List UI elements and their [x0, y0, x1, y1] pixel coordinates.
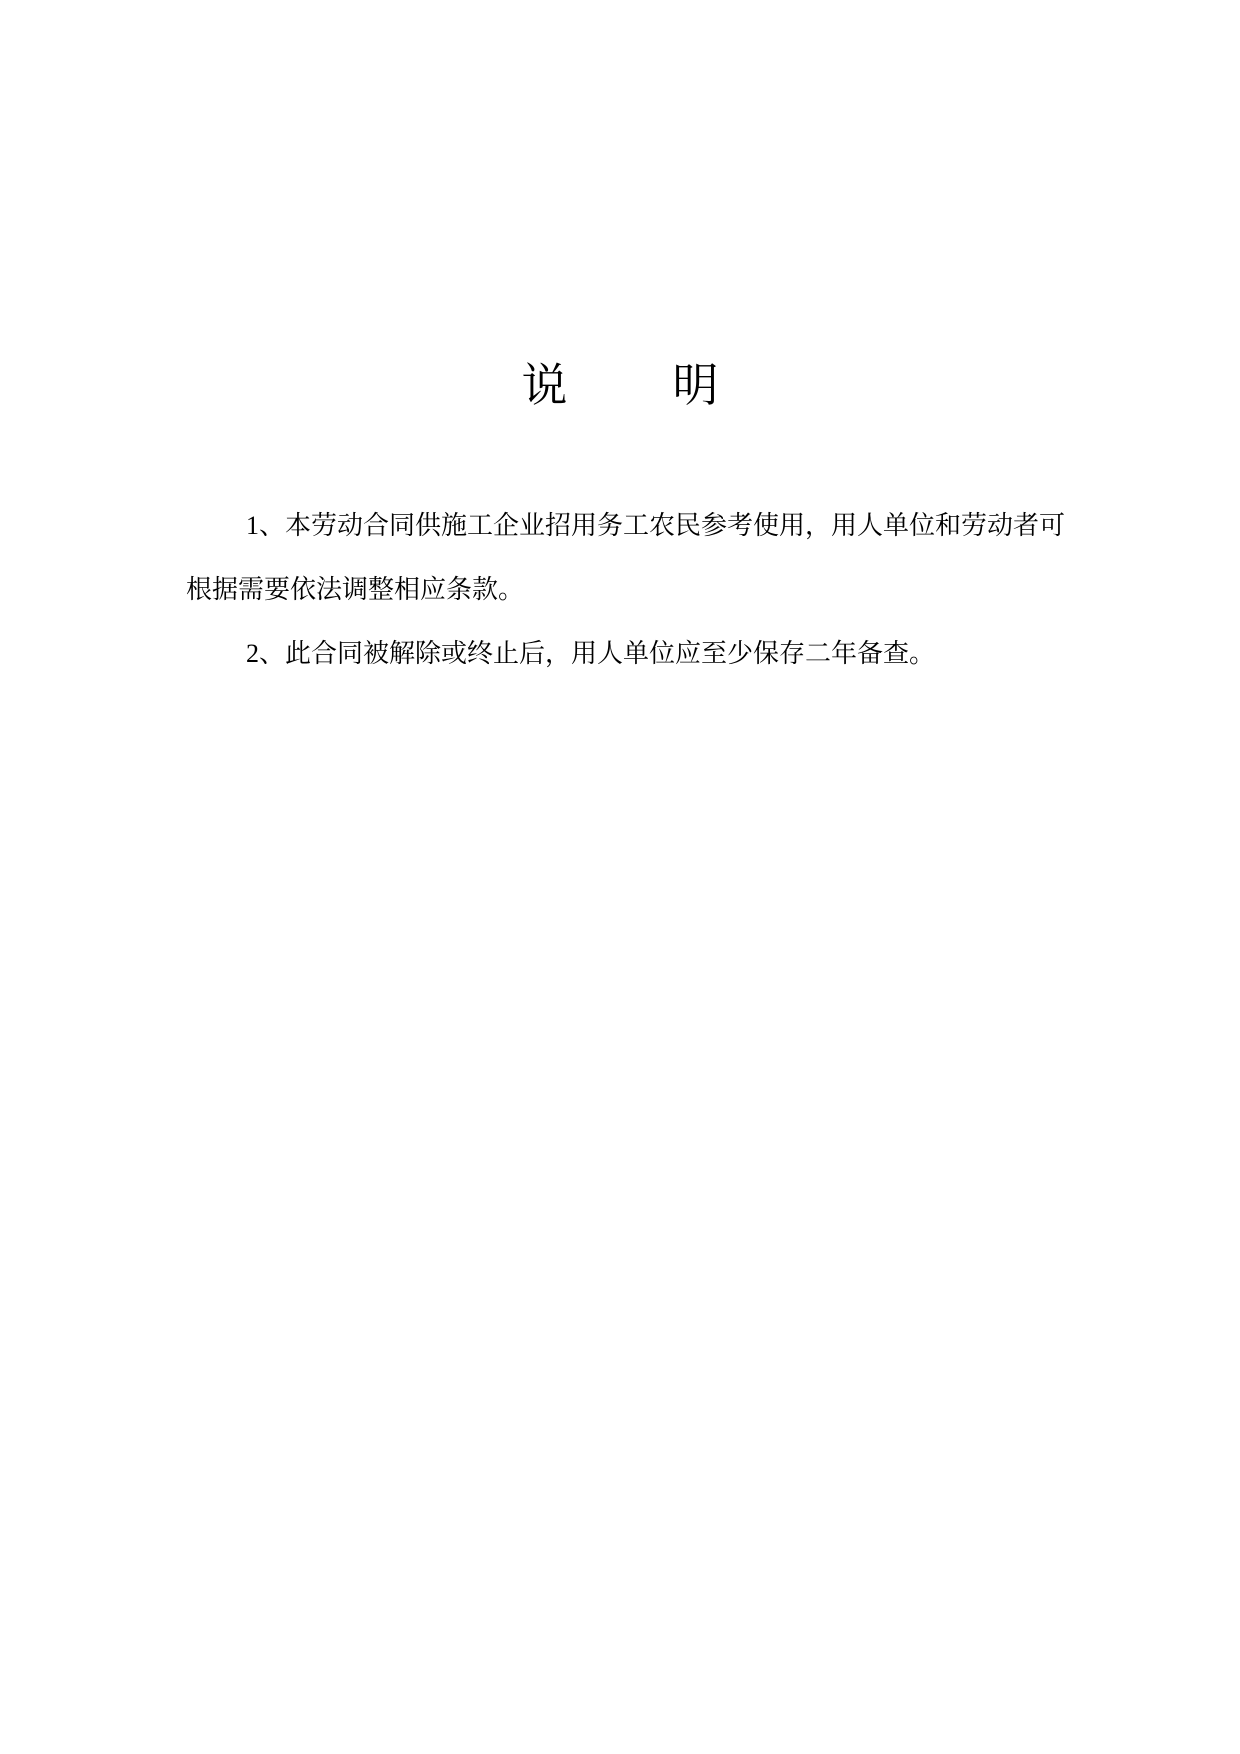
page-title — [0, 355, 1240, 415]
instruction-text: 、此合同被解除或终止后，用人单位应至少保存二年备查。 — [259, 639, 936, 669]
title-char-1: 说 — [521, 358, 568, 412]
instruction-text: 、本劳动合同供施工企业招用务工农民参考使用，用人单位和劳动者可根据需要依法调整相应条款。 — [186, 511, 1066, 605]
instructions-body — [186, 494, 1066, 686]
instruction-number: 2 — [246, 639, 259, 668]
instruction-item-1 — [186, 494, 1066, 622]
instruction-number: 1 — [246, 511, 259, 540]
title-char-2: 明 — [672, 358, 719, 412]
instruction-item-2 — [186, 622, 1066, 686]
